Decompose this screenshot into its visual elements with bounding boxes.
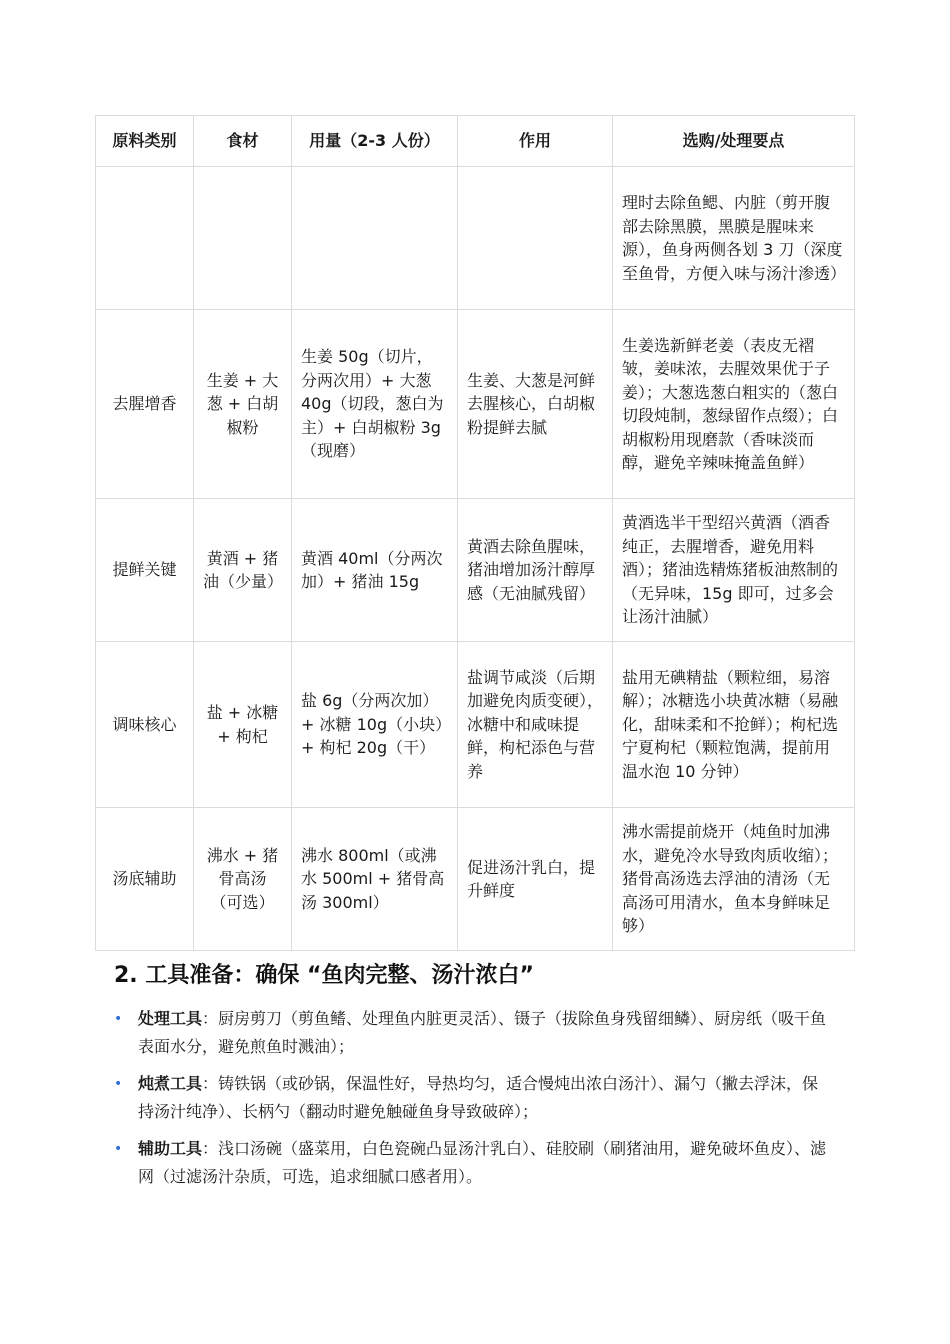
cell-amount: 生姜 50g（切片，分两次用）+ 大葱 40g（切段，葱白为主）+ 白胡椒粉 3g（现磨） <box>292 310 458 499</box>
header-food: 食材 <box>194 116 292 167</box>
item-text: ：厨房剪刀（剪鱼鳍、处理鱼内脏更灵活）、镊子（拔除鱼身残留细鳞）、厨房纸（吸干鱼表面水分，避免煎鱼时溅油）； <box>138 1009 827 1056</box>
header-role: 作用 <box>458 116 613 167</box>
cell-food <box>194 167 292 310</box>
ingredients-table <box>95 115 855 951</box>
cell-category <box>96 167 194 310</box>
cell-tips: 盐用无碘精盐（颗粒细，易溶解）；冰糖选小块黄冰糖（易融化，甜味柔和不抢鲜）；枸杞选宁夏枸杞（颗粒饱满，提前用温水泡 10 分钟） <box>613 642 855 808</box>
cell-role: 盐调节咸淡（后期加避免肉质变硬），冰糖中和咸味提鲜，枸杞添色与营养 <box>458 642 613 808</box>
cell-amount <box>292 167 458 310</box>
cell-tips: 沸水需提前烧开（炖鱼时加沸水，避免冷水导致肉质收缩）；猪骨高汤选去浮油的清汤（无高汤可用清水，鱼本身鲜味足够） <box>613 808 855 951</box>
bullet-icon: • <box>114 1141 123 1157</box>
item-label: 处理工具 <box>138 1009 203 1028</box>
cell-role: 促进汤汁乳白，提升鲜度 <box>458 808 613 951</box>
table-header <box>96 116 855 167</box>
item-text: ：铸铁锅（或砂锅，保温性好，导热均匀，适合慢炖出浓白汤汁）、漏勺（撇去浮沫，保持汤汁纯净）、长柄勺（翻动时避免触碰鱼身导致破碎）； <box>138 1074 819 1121</box>
cell-food: 黄酒 + 猪油（少量） <box>194 499 292 642</box>
header-tips: 选购/处理要点 <box>613 116 855 167</box>
item-label: 炖煮工具 <box>138 1074 203 1093</box>
cell-amount: 黄酒 40ml（分两次加）+ 猪油 15g <box>292 499 458 642</box>
list-item <box>112 1135 832 1191</box>
cell-role <box>458 167 613 310</box>
bullet-icon: • <box>114 1011 123 1027</box>
cell-category: 去腥增香 <box>96 310 194 499</box>
cell-food: 盐 + 冰糖 + 枸杞 <box>194 642 292 808</box>
cell-tips: 理时去除鱼鳃、内脏（剪开腹部去除黑膜，黑膜是腥味来源），鱼身两侧各划 3 刀（深度至鱼骨，方便入味与汤汁渗透） <box>613 167 855 310</box>
cell-amount: 沸水 800ml（或沸水 500ml + 猪骨高汤 300ml） <box>292 808 458 951</box>
list-item <box>112 1005 832 1061</box>
cell-role: 生姜、大葱是河鲜去腥核心，白胡椒粉提鲜去腻 <box>458 310 613 499</box>
table-row <box>96 310 855 499</box>
item-label: 辅助工具 <box>138 1139 203 1158</box>
cell-role: 黄酒去除鱼腥味，猪油增加汤汁醇厚感（无油腻残留） <box>458 499 613 642</box>
table-row <box>96 167 855 310</box>
section-heading: 2. 工具准备：确保 “鱼肉完整、汤汁浓白” <box>114 963 534 988</box>
header-category: 原料类别 <box>96 116 194 167</box>
table-row <box>96 808 855 951</box>
list-item <box>112 1070 832 1126</box>
table-row <box>96 499 855 642</box>
bullet-icon: • <box>114 1076 123 1092</box>
item-text: ：浅口汤碗（盛菜用，白色瓷碗凸显汤汁乳白）、硅胶刷（刷猪油用，避免破坏鱼皮）、滤网（过滤汤汁杂质，可选，追求细腻口感者用）。 <box>138 1139 827 1186</box>
cell-tips: 生姜选新鲜老姜（表皮无褶皱，姜味浓，去腥效果优于子姜）；大葱选葱白粗实的（葱白切段炖制，葱绿留作点缀）；白胡椒粉用现磨款（香味淡而醇，避免辛辣味掩盖鱼鲜） <box>613 310 855 499</box>
cell-category: 汤底辅助 <box>96 808 194 951</box>
header-amount: 用量（2-3 人份） <box>292 116 458 167</box>
tools-list <box>112 1005 832 1200</box>
cell-category: 提鲜关键 <box>96 499 194 642</box>
table-row <box>96 642 855 808</box>
cell-amount: 盐 6g（分两次加）+ 冰糖 10g（小块）+ 枸杞 20g（干） <box>292 642 458 808</box>
cell-food: 生姜 + 大葱 + 白胡椒粉 <box>194 310 292 499</box>
cell-food: 沸水 + 猪骨高汤（可选） <box>194 808 292 951</box>
cell-category: 调味核心 <box>96 642 194 808</box>
cell-tips: 黄酒选半干型绍兴黄酒（酒香纯正，去腥增香，避免用料酒）；猪油选精炼猪板油熬制的（无异味，15g 即可，过多会让汤汁油腻） <box>613 499 855 642</box>
